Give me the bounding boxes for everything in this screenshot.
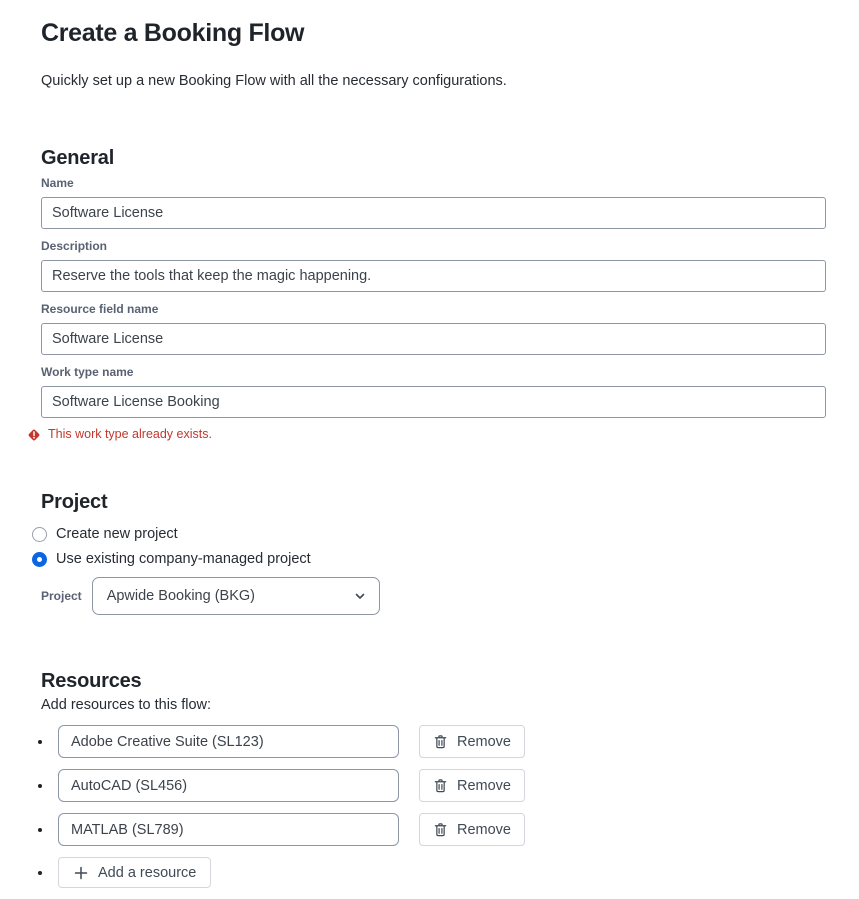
- radio-use-existing-project-label: Use existing company-managed project: [56, 551, 311, 567]
- resource-row-2: [41, 769, 826, 802]
- resource-field-name-group: [41, 302, 826, 355]
- section-general: [41, 147, 826, 442]
- resource-list: [41, 725, 826, 888]
- trash-icon: [433, 822, 448, 837]
- section-project: [41, 491, 826, 615]
- page-title: Create a Booking Flow: [41, 19, 305, 47]
- trash-icon: [433, 734, 448, 749]
- remove-resource-button-1[interactable]: [419, 725, 525, 758]
- chevron-down-icon: [352, 588, 368, 604]
- project-heading: Project: [41, 491, 108, 513]
- error-icon: [27, 428, 41, 442]
- trash-icon: [433, 778, 448, 793]
- work-type-error: [27, 427, 826, 442]
- page-subtitle: Quickly set up a new Booking Flow with all the necessary configurations.: [41, 73, 507, 89]
- work-type-name-group: [41, 365, 826, 418]
- resource-field-name-input[interactable]: [41, 323, 826, 355]
- resource-input-1[interactable]: [58, 725, 399, 758]
- project-select-label: Project: [41, 589, 82, 603]
- work-type-name-input[interactable]: [41, 386, 826, 418]
- resource-field-name-label: Resource field name: [41, 302, 159, 316]
- remove-button-label: Remove: [457, 733, 511, 750]
- project-select-row: [41, 577, 826, 615]
- plus-icon: [73, 865, 89, 881]
- general-heading: General: [41, 147, 115, 169]
- radio-use-existing-project[interactable]: [32, 550, 826, 568]
- radio-create-new-project[interactable]: [32, 525, 826, 543]
- resource-input-2[interactable]: [58, 769, 399, 802]
- name-label: Name: [41, 176, 74, 190]
- project-radio-group: [41, 525, 826, 568]
- name-input[interactable]: [41, 197, 826, 229]
- add-resource-button-label: Add a resource: [98, 864, 197, 881]
- name-field-group: [41, 176, 826, 229]
- resources-heading: Resources: [41, 670, 142, 692]
- radio-unselected-icon[interactable]: [32, 527, 47, 542]
- radio-selected-icon[interactable]: [32, 552, 47, 567]
- remove-resource-button-3[interactable]: [419, 813, 525, 846]
- remove-resource-button-2[interactable]: [419, 769, 525, 802]
- work-type-name-label: Work type name: [41, 365, 134, 379]
- error-message: This work type already exists.: [48, 427, 212, 441]
- remove-button-label: Remove: [457, 821, 511, 838]
- section-resources: [41, 670, 826, 888]
- add-resource-button[interactable]: [58, 857, 211, 888]
- radio-create-new-project-label: Create new project: [56, 526, 178, 542]
- resource-row-3: [41, 813, 826, 846]
- resources-intro: Add resources to this flow:: [41, 697, 212, 713]
- add-resource-row: [41, 857, 826, 888]
- resource-input-3[interactable]: [58, 813, 399, 846]
- remove-button-label: Remove: [457, 777, 511, 794]
- description-field-group: [41, 239, 826, 292]
- description-input[interactable]: [41, 260, 826, 292]
- resource-row-1: [41, 725, 826, 758]
- project-select-value: Apwide Booking (BKG): [106, 588, 255, 604]
- project-select[interactable]: [92, 577, 380, 615]
- description-label: Description: [41, 239, 108, 253]
